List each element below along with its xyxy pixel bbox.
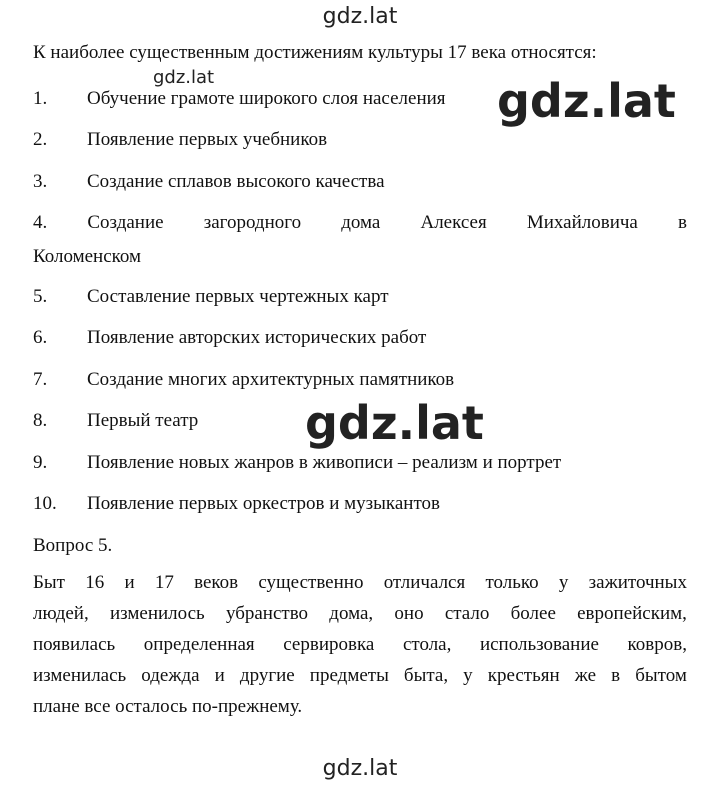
item-number: 6. xyxy=(33,327,48,348)
paragraph-word: европейским, xyxy=(577,603,687,624)
paragraph-word: использование xyxy=(479,634,599,655)
paragraph-word: 17 xyxy=(154,572,174,593)
item-word: загородного xyxy=(203,212,302,233)
paragraph-word: только xyxy=(485,572,539,593)
paragraph-word: сервировка xyxy=(283,634,375,655)
item-number: 10. xyxy=(33,493,57,514)
paragraph-word: отличался xyxy=(383,572,466,593)
paragraph-word: веков xyxy=(194,572,239,593)
item-text: Появление новых жанров в живописи – реализм и портрет xyxy=(87,452,562,473)
item-number: 7. xyxy=(33,369,48,390)
paragraph-word: быта, xyxy=(403,665,449,686)
item-word: дома xyxy=(341,212,381,233)
paragraph-word: существенно xyxy=(258,572,364,593)
paragraph-word: предметы xyxy=(309,665,389,686)
paragraph-line xyxy=(33,572,687,603)
paragraph-word: определенная xyxy=(143,634,255,655)
watermark-small: gdz.lat xyxy=(153,67,215,88)
paragraph-word: стола, xyxy=(402,634,452,655)
paragraph-word: 16 xyxy=(85,572,105,593)
paragraph-line xyxy=(33,603,687,634)
paragraph-word: же xyxy=(574,665,597,686)
paragraph-word: убранство xyxy=(225,603,309,624)
item-number: 5. xyxy=(33,286,48,307)
item-text: Появление первых оркестров и музыкантов xyxy=(87,493,440,514)
paragraph-word: дома, xyxy=(329,603,374,624)
question-heading: Вопрос 5. xyxy=(33,535,113,556)
paragraph-word: у xyxy=(463,665,473,686)
item-text: Обучение грамоте широкого слоя населения xyxy=(87,88,446,109)
paragraph-line xyxy=(33,634,687,665)
item-text: Создание сплавов высокого качества xyxy=(87,171,385,192)
paragraph-word: оно xyxy=(394,603,424,624)
intro-text: К наиболее существенным достижениям культуры 17 века относятся: xyxy=(33,42,597,63)
paragraph-line: плане все осталось по-прежнему. xyxy=(33,696,303,717)
watermark-large: gdz.lat xyxy=(497,74,676,128)
item-word: Михайловича xyxy=(526,212,638,233)
paragraph-word: крестьян xyxy=(487,665,560,686)
item-text-continuation: Коломенском xyxy=(33,246,142,267)
paragraph-word: и xyxy=(214,665,225,686)
paragraph-word: появилась xyxy=(33,634,116,655)
item-text: Первый театр xyxy=(87,410,199,431)
paragraph-word: людей, xyxy=(33,603,89,624)
paragraph-word: ковров, xyxy=(627,634,687,655)
paragraph-word: Быт xyxy=(33,572,65,593)
watermark-top: gdz.lat xyxy=(322,4,398,29)
item-number: 4. xyxy=(33,212,48,233)
item-text: Появление авторских исторических работ xyxy=(87,327,427,348)
paragraph-word: изменилась xyxy=(33,665,127,686)
watermark-large: gdz.lat xyxy=(305,396,484,450)
paragraph-word: в xyxy=(611,665,621,686)
paragraph-word: другие xyxy=(239,665,295,686)
paragraph-word: и xyxy=(124,572,135,593)
paragraph-word: более xyxy=(510,603,556,624)
item-word: в xyxy=(678,212,687,233)
paragraph-word: изменилось xyxy=(109,603,205,624)
item-line xyxy=(33,212,687,246)
watermark-bottom: gdz.lat xyxy=(322,756,398,781)
item-text: Составление первых чертежных карт xyxy=(87,286,389,307)
item-number: 8. xyxy=(33,410,48,431)
item-number: 2. xyxy=(33,129,48,150)
paragraph-line xyxy=(33,665,687,696)
item-text: Появление первых учебников xyxy=(87,129,328,150)
item-word: Алексея xyxy=(420,212,487,233)
item-word: Создание xyxy=(87,212,164,233)
paragraph-word: у xyxy=(558,572,569,593)
item-number: 1. xyxy=(33,88,48,109)
paragraph-word: стало xyxy=(444,603,490,624)
paragraph-word: зажиточных xyxy=(588,572,687,593)
item-text: Создание многих архитектурных памятников xyxy=(87,369,455,390)
list-item xyxy=(33,212,687,268)
paragraph-word: одежда xyxy=(141,665,200,686)
paragraph-word: бытом xyxy=(635,665,687,686)
item-number: 9. xyxy=(33,452,48,473)
answer-paragraph xyxy=(33,572,687,727)
item-number: 3. xyxy=(33,171,48,192)
